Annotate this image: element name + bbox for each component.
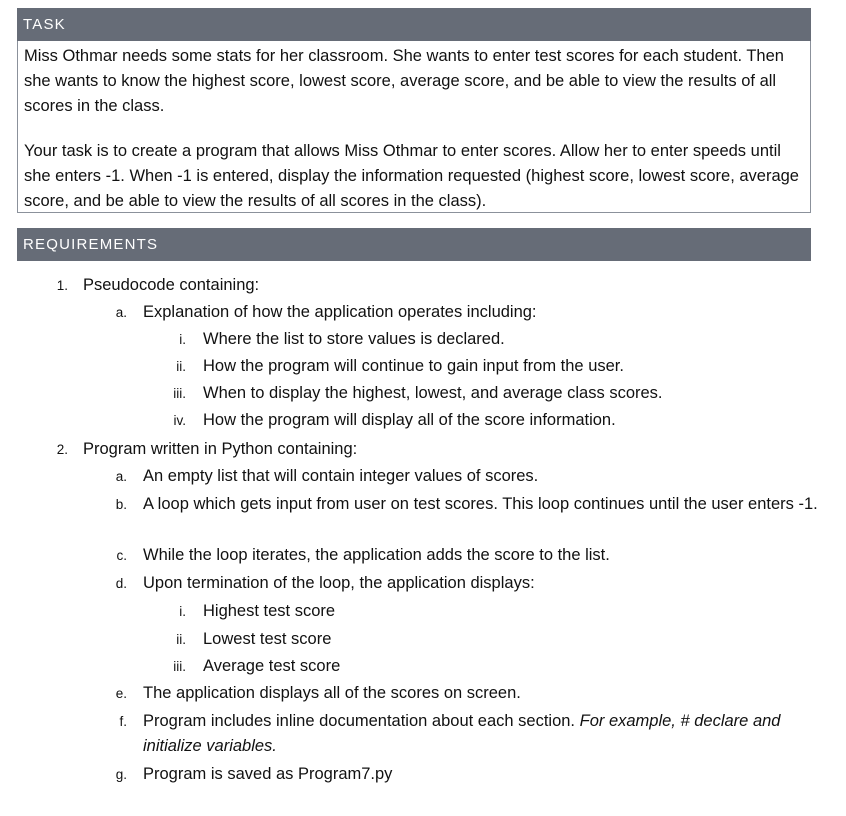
list-item [143, 709, 823, 759]
task-header: TASK [17, 8, 811, 41]
list-marker: 2. [56, 442, 68, 457]
list-marker: a. [115, 469, 127, 484]
list-marker: f. [119, 714, 127, 729]
list-item: Highest test score [203, 602, 336, 620]
list-item: Pseudocode containing: [83, 276, 260, 294]
list-marker: 1. [56, 278, 68, 293]
list-item: An empty list that will contain integer values of scores. [143, 467, 539, 485]
list-marker: d. [115, 576, 127, 591]
list-marker: g. [115, 767, 127, 782]
list-item-text: Program includes inline documentation about each section. [143, 712, 576, 730]
list-item: How the program will display all of the score information. [203, 411, 616, 429]
list-marker: i. [179, 604, 186, 619]
list-item: A loop which gets input from user on test scores. This loop continues until the user enters -1. [143, 495, 818, 513]
list-marker: iv. [173, 413, 186, 428]
list-item: While the loop iterates, the application adds the score to the list. [143, 546, 610, 564]
list-marker: iii. [173, 386, 186, 401]
list-item: When to display the highest, lowest, and average class scores. [203, 384, 663, 402]
list-item: The application displays all of the scores on screen. [143, 684, 521, 702]
list-item: Average test score [203, 657, 341, 675]
task-paragraph-2: Your task is to create a program that allows Miss Othmar to enter scores. Allow her to enter speeds until she enters -1. When -1 is entered, display the information requested (highest score, lowest score, average score, and be able to view the results of all scores in the class). [24, 142, 799, 210]
list-item: Explanation of how the application operates including: [143, 303, 537, 321]
requirements-header: REQUIREMENTS [17, 228, 811, 261]
list-item: Program is saved as Program7.py [143, 765, 393, 783]
list-item: Program written in Python containing: [83, 440, 358, 458]
list-marker: b. [115, 497, 127, 512]
list-item: Upon termination of the loop, the application displays: [143, 574, 535, 592]
list-item: Where the list to store values is declared. [203, 330, 505, 348]
list-marker: ii. [176, 632, 186, 647]
list-marker: e. [115, 686, 127, 701]
list-marker: a. [115, 305, 127, 320]
list-marker: c. [116, 548, 127, 563]
list-marker: i. [179, 332, 186, 347]
list-marker: iii. [173, 659, 186, 674]
list-item: How the program will continue to gain input from the user. [203, 357, 624, 375]
list-item: Lowest test score [203, 630, 332, 648]
list-marker: ii. [176, 359, 186, 374]
list-item-example: For example, # declare and initialize variables. [143, 712, 781, 755]
task-paragraph-1: Miss Othmar needs some stats for her classroom. She wants to enter test scores for each student. Then she wants to know the highest score, lowest score, average score, and be able to view the results of all scores in the class. [24, 47, 784, 115]
